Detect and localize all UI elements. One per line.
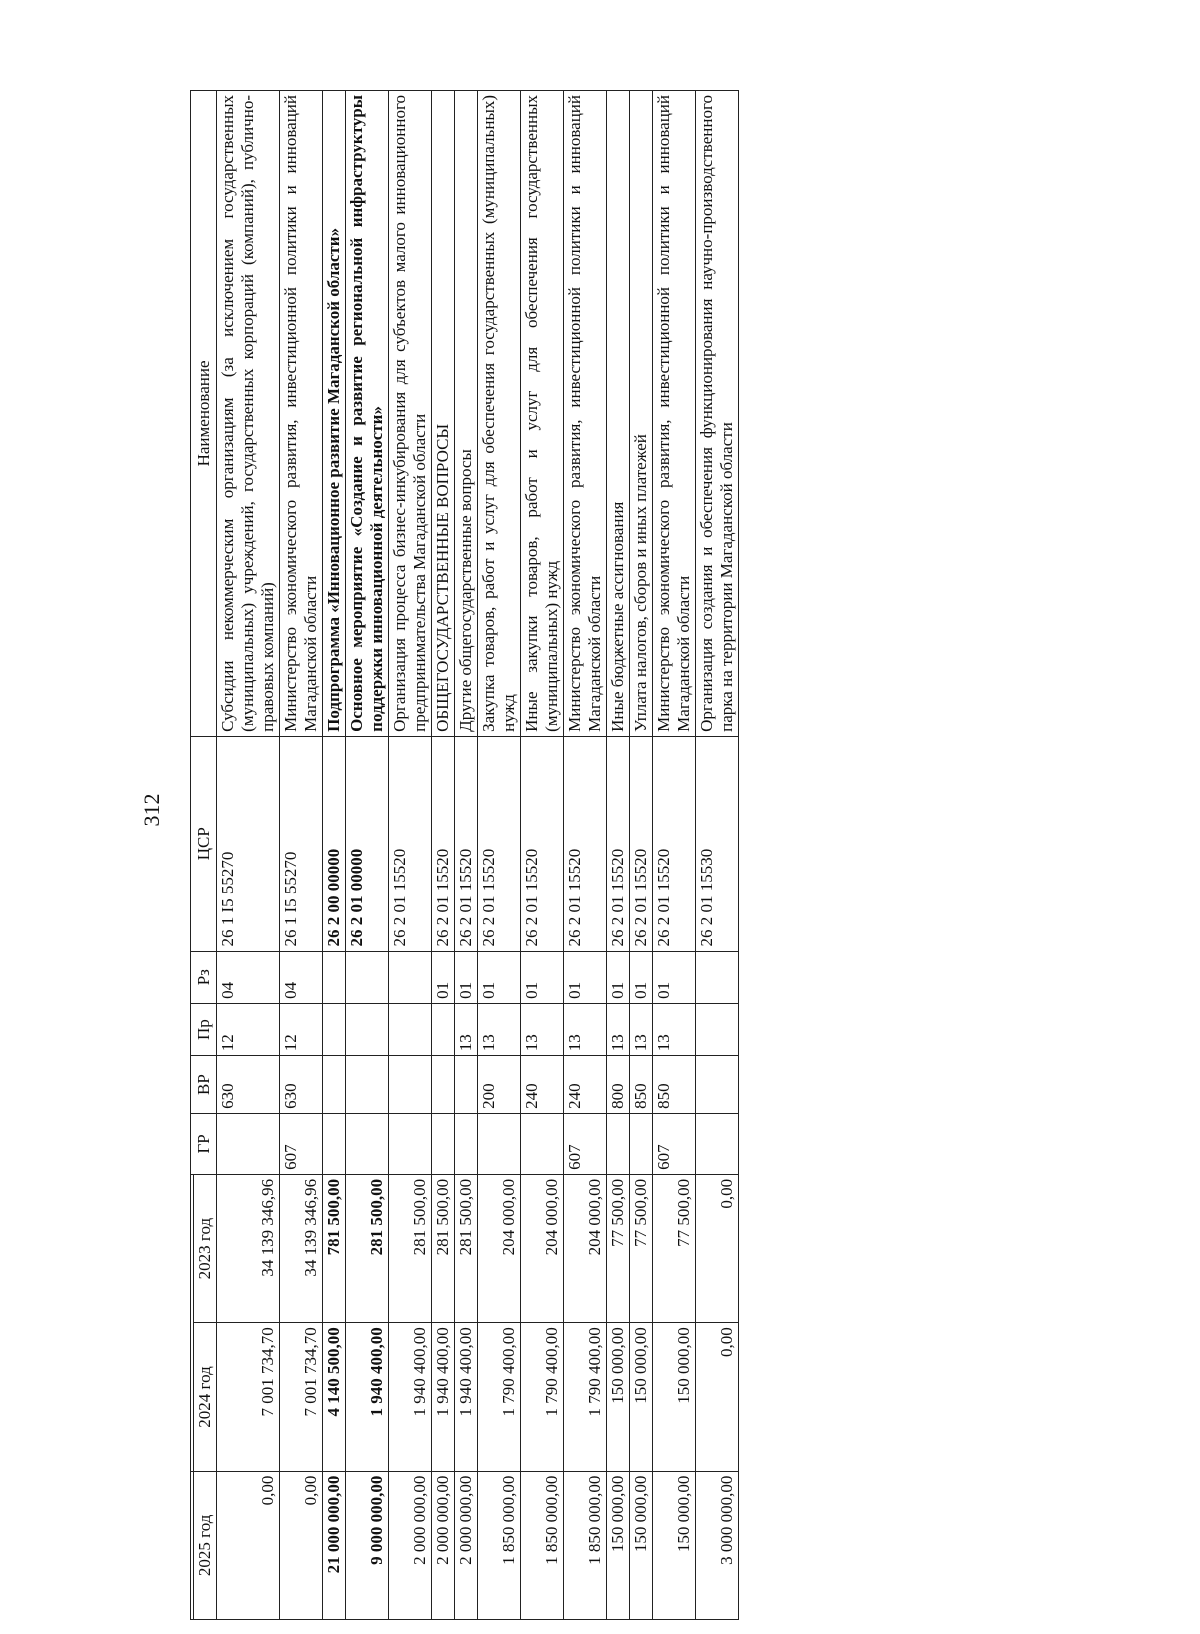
cell-2025: 150 000,00 [630, 1471, 653, 1619]
cell-name: Иные закупки товаров, работ и услуг для обеспечения государственных (муниципальных) нужд [521, 91, 564, 737]
cell-2025: 2 000 000,00 [432, 1471, 455, 1619]
cell-pr [323, 1003, 346, 1055]
table-row [478, 91, 521, 1620]
cell-vr [389, 1056, 432, 1114]
header-csr: ЦСР [191, 736, 217, 951]
cell-gr [346, 1113, 389, 1174]
cell-2024: 1 940 400,00 [455, 1323, 478, 1471]
cell-rz: 01 [653, 951, 696, 1003]
cell-vr: 630 [217, 1056, 280, 1114]
cell-pr: 13 [455, 1003, 478, 1055]
cell-gr [478, 1113, 521, 1174]
table-row [323, 91, 346, 1620]
cell-name: Субсидии некоммерческим организациям (за исключением государственных (муниципальных) учреждений, государственных корпораций (компаний), публично-правовых компаний) [217, 91, 280, 737]
cell-name: ОБЩЕГОСУДАРСТВЕННЫЕ ВОПРОСЫ [432, 91, 455, 737]
cell-pr: 13 [521, 1003, 564, 1055]
cell-pr: 13 [607, 1003, 630, 1055]
cell-csr: 26 1 I5 55270 [280, 736, 323, 951]
cell-csr: 26 2 01 15530 [696, 736, 739, 951]
cell-name: Подпрограмма «Инновационное развитие Магаданской области» [323, 91, 346, 737]
cell-2025: 0,00 [217, 1471, 280, 1619]
cell-gr [607, 1113, 630, 1174]
cell-csr: 26 2 01 15520 [432, 736, 455, 951]
cell-name: Закупка товаров, работ и услуг для обеспечения государственных (муниципальных) нужд [478, 91, 521, 737]
cell-2025: 2 000 000,00 [389, 1471, 432, 1619]
cell-2025: 0,00 [280, 1471, 323, 1619]
table-frame [190, 90, 1060, 1620]
cell-vr: 800 [607, 1056, 630, 1114]
cell-2023: 281 500,00 [346, 1174, 389, 1322]
cell-2023: 204 000,00 [478, 1174, 521, 1322]
cell-2025: 21 000 000,00 [323, 1471, 346, 1619]
rotated-table-wrapper [190, 90, 1060, 1620]
cell-rz [346, 951, 389, 1003]
cell-rz [389, 951, 432, 1003]
cell-vr: 630 [280, 1056, 323, 1114]
cell-2024: 1 790 400,00 [478, 1323, 521, 1471]
table-row [521, 91, 564, 1620]
cell-rz: 04 [217, 951, 280, 1003]
cell-gr [630, 1113, 653, 1174]
cell-gr: 607 [653, 1113, 696, 1174]
cell-csr: 26 2 01 15520 [478, 736, 521, 951]
cell-2024: 150 000,00 [630, 1323, 653, 1471]
cell-rz [323, 951, 346, 1003]
cell-name: Министерство экономического развития, инвестиционной политики и инноваций Магаданской области [280, 91, 323, 737]
cell-2025: 2 000 000,00 [455, 1471, 478, 1619]
cell-2023: 281 500,00 [455, 1174, 478, 1322]
cell-2023: 204 000,00 [521, 1174, 564, 1322]
cell-vr [455, 1056, 478, 1114]
cell-gr [217, 1113, 280, 1174]
cell-vr [432, 1056, 455, 1114]
cell-name: Министерство экономического развития, инвестиционной политики и инноваций Магаданской области [564, 91, 607, 737]
cell-name: Министерство экономического развития, инвестиционной политики и инноваций Магаданской области [653, 91, 696, 737]
cell-name: Другие общегосударственные вопросы [455, 91, 478, 737]
table-body [217, 91, 739, 1620]
cell-vr: 240 [564, 1056, 607, 1114]
cell-rz: 01 [478, 951, 521, 1003]
cell-pr [346, 1003, 389, 1055]
header-name: Наименование [191, 91, 217, 737]
cell-csr: 26 2 01 15520 [607, 736, 630, 951]
table-row [389, 91, 432, 1620]
cell-gr [521, 1113, 564, 1174]
cell-csr: 26 2 01 15520 [653, 736, 696, 951]
cell-csr: 26 1 I5 55270 [217, 736, 280, 951]
cell-csr: 26 2 00 00000 [323, 736, 346, 951]
cell-gr [323, 1113, 346, 1174]
cell-csr: 26 2 01 15520 [521, 736, 564, 951]
table-row [217, 91, 280, 1620]
cell-2023: 0,00 [696, 1174, 739, 1322]
cell-gr: 607 [280, 1113, 323, 1174]
cell-2023: 77 500,00 [607, 1174, 630, 1322]
cell-2024: 150 000,00 [607, 1323, 630, 1471]
cell-2025: 1 850 000,00 [564, 1471, 607, 1619]
cell-pr [432, 1003, 455, 1055]
cell-gr [455, 1113, 478, 1174]
cell-pr: 13 [564, 1003, 607, 1055]
budget-table [190, 90, 739, 1620]
cell-name: Иные бюджетные ассигнования [607, 91, 630, 737]
cell-2023: 77 500,00 [630, 1174, 653, 1322]
cell-2025: 150 000,00 [607, 1471, 630, 1619]
cell-pr: 13 [630, 1003, 653, 1055]
cell-pr: 13 [653, 1003, 696, 1055]
cell-pr: 12 [280, 1003, 323, 1055]
cell-2024: 1 940 400,00 [346, 1323, 389, 1471]
cell-pr: 13 [478, 1003, 521, 1055]
cell-vr: 200 [478, 1056, 521, 1114]
cell-name: Организация процесса бизнес-инкубирования для субъектов малого инновационного предпринимательства Магаданской области [389, 91, 432, 737]
cell-vr: 850 [653, 1056, 696, 1114]
table-row [564, 91, 607, 1620]
table-row [630, 91, 653, 1620]
cell-2023: 281 500,00 [389, 1174, 432, 1322]
cell-rz: 01 [455, 951, 478, 1003]
cell-csr: 26 2 01 15520 [630, 736, 653, 951]
cell-gr [432, 1113, 455, 1174]
cell-csr: 26 2 01 15520 [564, 736, 607, 951]
cell-2024: 7 001 734,70 [217, 1323, 280, 1471]
table-row [455, 91, 478, 1620]
cell-2024: 1 940 400,00 [432, 1323, 455, 1471]
header-rz: Рз [191, 951, 217, 1003]
cell-2025: 1 850 000,00 [521, 1471, 564, 1619]
cell-2023: 281 500,00 [432, 1174, 455, 1322]
table-row [346, 91, 389, 1620]
cell-rz: 04 [280, 951, 323, 1003]
cell-2023: 34 139 346,96 [280, 1174, 323, 1322]
cell-pr: 12 [217, 1003, 280, 1055]
cell-2025: 3 000 000,00 [696, 1471, 739, 1619]
cell-pr [389, 1003, 432, 1055]
cell-2024: 1 790 400,00 [564, 1323, 607, 1471]
cell-2024: 4 140 500,00 [323, 1323, 346, 1471]
cell-rz: 01 [607, 951, 630, 1003]
cell-gr [696, 1113, 739, 1174]
cell-csr: 26 2 01 00000 [346, 736, 389, 951]
cell-2025: 9 000 000,00 [346, 1471, 389, 1619]
cell-2025: 1 850 000,00 [478, 1471, 521, 1619]
cell-2024: 1 940 400,00 [389, 1323, 432, 1471]
cell-vr: 240 [521, 1056, 564, 1114]
cell-rz [696, 951, 739, 1003]
cell-2024: 150 000,00 [653, 1323, 696, 1471]
header-gr: ГР [191, 1113, 217, 1174]
table-row [280, 91, 323, 1620]
cell-2025: 150 000,00 [653, 1471, 696, 1619]
table-row [607, 91, 630, 1620]
cell-2023: 204 000,00 [564, 1174, 607, 1322]
cell-vr: 850 [630, 1056, 653, 1114]
cell-gr: 607 [564, 1113, 607, 1174]
cell-name: Основное мероприятие «Создание и развитие региональной инфраструктуры поддержки инновационной деятельности» [346, 91, 389, 737]
cell-2024: 7 001 734,70 [280, 1323, 323, 1471]
table-row [653, 91, 696, 1620]
cell-name: Организация создания и обеспечения функционирования научно-производственного парка на территории Магаданской области [696, 91, 739, 737]
header-pr: Пр [191, 1003, 217, 1055]
header-y2023: 2023 год [194, 1174, 217, 1322]
header-vr: ВР [191, 1056, 217, 1114]
cell-vr [346, 1056, 389, 1114]
page-number: 312 [139, 793, 164, 827]
cell-rz: 01 [630, 951, 653, 1003]
cell-rz: 01 [432, 951, 455, 1003]
cell-rz: 01 [521, 951, 564, 1003]
cell-name: Уплата налогов, сборов и иных платежей [630, 91, 653, 737]
cell-vr [696, 1056, 739, 1114]
cell-2023: 77 500,00 [653, 1174, 696, 1322]
cell-csr: 26 2 01 15520 [389, 736, 432, 951]
header-y2025: 2025 год [194, 1471, 217, 1619]
cell-pr [696, 1003, 739, 1055]
header-y2024: 2024 год [194, 1323, 217, 1471]
table-row [696, 91, 739, 1620]
cell-rz: 01 [564, 951, 607, 1003]
cell-vr [323, 1056, 346, 1114]
cell-gr [389, 1113, 432, 1174]
table-row [432, 91, 455, 1620]
cell-csr: 26 2 01 15520 [455, 736, 478, 951]
cell-2023: 34 139 346,96 [217, 1174, 280, 1322]
cell-2024: 0,00 [696, 1323, 739, 1471]
cell-2024: 1 790 400,00 [521, 1323, 564, 1471]
cell-2023: 781 500,00 [323, 1174, 346, 1322]
